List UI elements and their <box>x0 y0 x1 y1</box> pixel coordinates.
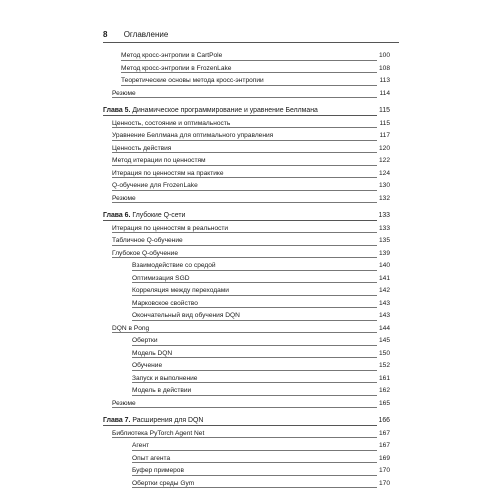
running-title: Оглавление <box>123 30 169 39</box>
leader-line <box>132 320 390 321</box>
toc-page-number: 143 <box>377 310 390 323</box>
leader-line <box>121 60 390 61</box>
toc-entry <box>103 63 390 76</box>
toc-entry <box>103 323 390 336</box>
leader-line <box>112 232 390 233</box>
toc-entry-text: Обертки <box>132 337 158 344</box>
toc-entry-label <box>112 170 225 177</box>
leader-line <box>132 345 390 346</box>
toc-entry <box>103 385 390 398</box>
toc-entry-label <box>112 325 150 332</box>
toc-entry-label <box>103 107 319 114</box>
toc-page-number: 113 <box>377 75 390 88</box>
toc-entry <box>103 155 390 168</box>
toc-entry <box>103 335 390 348</box>
leader-line <box>132 487 390 488</box>
leader-line <box>132 395 390 396</box>
toc-entry <box>103 223 390 236</box>
toc-entry-text: DQN в Pong <box>112 324 150 332</box>
leader-line <box>112 407 390 408</box>
leader-line <box>112 202 390 203</box>
toc-entry-label <box>132 387 192 394</box>
toc-entry-text: Агент <box>132 442 149 449</box>
toc-page-number: 144 <box>377 323 390 336</box>
toc-entry-text: Q-обучение для FrozenLake <box>112 182 198 189</box>
leader-line <box>112 165 390 166</box>
page-number: 8 <box>103 30 108 39</box>
leader-line <box>112 177 390 178</box>
toc-entry-label <box>132 455 171 462</box>
toc-entry <box>103 348 390 361</box>
chapter-number: Глава 5. <box>103 107 131 114</box>
toc-entry <box>103 398 390 411</box>
toc-entry-label <box>103 212 186 219</box>
leader-line <box>121 72 390 73</box>
toc-entry-text: Ценность действия <box>112 144 172 152</box>
toc-entry-text: Окончательный вид обучения DQN <box>132 312 240 319</box>
toc-entry-text: Запуск и выполнение <box>132 374 198 382</box>
toc-page-number: 170 <box>377 478 390 491</box>
toc-page-number: 141 <box>377 273 390 286</box>
toc-entry-text: Обертки среды Gym <box>132 479 195 487</box>
leader-line <box>103 425 390 426</box>
toc-entry-label <box>103 417 204 424</box>
leader-line <box>132 270 390 271</box>
toc-page-number: 165 <box>377 398 390 411</box>
toc-entry-label <box>132 350 173 357</box>
toc-entry-label <box>132 480 195 487</box>
toc-page-number: 152 <box>377 360 390 373</box>
leader-line <box>132 307 390 308</box>
leader-line <box>112 152 390 153</box>
toc-entry-label <box>112 237 184 244</box>
leader-line <box>112 140 390 141</box>
toc-entry-text: Итерация по ценностям на практике <box>112 169 224 177</box>
toc-entry-text: Опыт агента <box>132 454 171 462</box>
table-of-contents <box>103 50 390 490</box>
toc-page-number: 100 <box>377 50 390 63</box>
toc-entry-label <box>132 312 241 319</box>
toc-page-number: 120 <box>377 143 390 156</box>
toc-entry-text: Метод итерации по ценностям <box>112 157 206 164</box>
toc-entry <box>103 130 390 143</box>
toc-entry <box>103 273 390 286</box>
toc-page-number: 122 <box>377 155 390 168</box>
leader-line <box>112 245 390 246</box>
toc-entry <box>103 193 390 206</box>
toc-entry <box>103 298 390 311</box>
toc-entry <box>103 285 390 298</box>
toc-entry-label <box>112 90 137 97</box>
toc-chapter-entry <box>103 210 390 223</box>
toc-page-number: 108 <box>377 63 390 76</box>
toc-entry <box>103 310 390 323</box>
toc-entry-text: Оптимизация SGD <box>132 274 190 282</box>
leader-line <box>121 85 390 86</box>
toc-entry-label <box>112 145 172 152</box>
toc-entry-text: Теоретические основы метода кросс-энтропии <box>121 77 264 84</box>
toc-entry <box>103 248 390 261</box>
toc-entry-text: Взаимодействие со средой <box>132 262 216 269</box>
chapter-number: Глава 6. <box>103 212 131 219</box>
toc-page-number: 114 <box>377 88 390 101</box>
chapter-number: Глава 7. <box>103 417 131 424</box>
toc-entry-label <box>132 287 230 294</box>
toc-page-number: 117 <box>377 130 390 143</box>
toc-entry-text: Обучение <box>132 362 163 369</box>
toc-page-number: 142 <box>377 285 390 298</box>
toc-entry-label <box>112 157 207 164</box>
toc-entry-text: Ценность, состояние и оптимальность <box>112 119 231 127</box>
leader-line <box>132 295 390 296</box>
toc-entry-text: Резюме <box>112 89 136 97</box>
leader-line <box>112 97 390 98</box>
toc-entry <box>103 428 390 441</box>
toc-entry <box>103 143 390 156</box>
toc-entry-text: Библиотека PyTorch Agent Net <box>112 429 205 437</box>
toc-page-number: 167 <box>377 428 390 441</box>
toc-entry-label <box>112 430 205 437</box>
toc-page-number: 140 <box>377 260 390 273</box>
header-rule <box>103 42 399 43</box>
toc-entry-label <box>132 300 199 307</box>
leader-line <box>132 382 390 383</box>
toc-page-number: 133 <box>377 210 391 223</box>
toc-entry-text: Расширения для DQN <box>132 417 204 424</box>
toc-entry-label <box>121 77 265 84</box>
toc-entry <box>103 478 390 491</box>
toc-entry-label <box>112 132 274 139</box>
toc-entry <box>103 260 390 273</box>
leader-line <box>132 370 390 371</box>
toc-page-number: 150 <box>377 348 390 361</box>
toc-entry-text: Табличное Q-обучение <box>112 237 183 244</box>
toc-entry-text: Буфер примеров <box>132 467 184 474</box>
toc-entry-label <box>121 65 232 72</box>
leader-line <box>132 462 390 463</box>
toc-page-number: 139 <box>377 248 390 261</box>
toc-page-number: 169 <box>377 453 390 466</box>
toc-entry-text: Глубокие Q-сети <box>132 212 186 219</box>
toc-page-number: 167 <box>377 440 390 453</box>
toc-page-number: 143 <box>377 298 390 311</box>
toc-page-number: 124 <box>377 168 390 181</box>
toc-entry-text: Метод кросс-энтропии в CartPole <box>121 52 223 59</box>
toc-entry-text: Резюме <box>112 399 136 407</box>
toc-entry <box>103 235 390 248</box>
toc-page-number: 162 <box>377 385 390 398</box>
toc-entry <box>103 373 390 386</box>
toc-entry-text: Резюме <box>112 194 136 202</box>
leader-line <box>103 220 390 221</box>
leader-line <box>132 357 390 358</box>
toc-entry-text: Динамическое программирование и уравнение Беллмана <box>132 107 318 114</box>
toc-entry <box>103 465 390 478</box>
toc-page-number: 161 <box>377 373 390 386</box>
toc-entry-label <box>132 467 185 474</box>
toc-entry <box>103 180 390 193</box>
toc-page-number: 130 <box>377 180 390 193</box>
toc-entry-text: Глубокое Q-обучение <box>112 249 179 257</box>
toc-chapter-entry <box>103 105 390 118</box>
toc-page-number: 170 <box>377 465 390 478</box>
toc-page-number: 135 <box>377 235 390 248</box>
toc-page-number: 115 <box>377 105 390 118</box>
toc-entry <box>103 75 390 88</box>
toc-page-number: 132 <box>377 193 390 206</box>
toc-entry-label <box>132 362 163 369</box>
page-header <box>103 29 399 41</box>
leader-line <box>112 190 390 191</box>
leader-line <box>132 450 390 451</box>
toc-entry-label <box>132 337 159 344</box>
toc-entry-label <box>112 120 231 127</box>
toc-entry-label <box>112 195 137 202</box>
toc-page-number: 145 <box>377 335 390 348</box>
leader-line <box>132 475 390 476</box>
toc-entry <box>103 118 390 131</box>
leader-line <box>103 115 390 116</box>
toc-entry <box>103 168 390 181</box>
leader-line <box>112 437 390 438</box>
toc-entry-label <box>132 375 198 382</box>
toc-entry-label <box>112 182 199 189</box>
toc-entry-text: Марковское свойство <box>132 299 198 307</box>
toc-entry <box>103 453 390 466</box>
toc-page-number: 115 <box>377 118 390 131</box>
toc-entry <box>103 440 390 453</box>
toc-entry <box>103 88 390 101</box>
toc-entry-label <box>121 52 223 59</box>
toc-entry-label <box>132 442 150 449</box>
leader-line <box>132 282 390 283</box>
toc-chapter-entry <box>103 415 390 428</box>
toc-entry-text: Модель в действии <box>132 387 192 394</box>
leader-line <box>112 332 390 333</box>
toc-entry-label <box>112 250 179 257</box>
toc-entry-text: Модель DQN <box>132 349 173 357</box>
toc-entry <box>103 360 390 373</box>
toc-entry-text: Метод кросс-энтропии в FrozenLake <box>121 64 232 72</box>
toc-entry-label <box>132 275 190 282</box>
toc-entry-label <box>112 225 229 232</box>
toc-entry-text: Корреляция между переходами <box>132 287 229 294</box>
toc-entry <box>103 50 390 63</box>
leader-line <box>112 127 390 128</box>
leader-line <box>112 257 390 258</box>
toc-page-number: 166 <box>377 415 391 428</box>
toc-entry-text: Уравнение Беллмана для оптимального управления <box>112 132 274 139</box>
toc-page-number: 133 <box>377 223 390 236</box>
toc-entry-text: Итерация по ценностям в реальности <box>112 224 229 232</box>
toc-entry-label <box>112 400 137 407</box>
toc-entry-label <box>132 262 217 269</box>
